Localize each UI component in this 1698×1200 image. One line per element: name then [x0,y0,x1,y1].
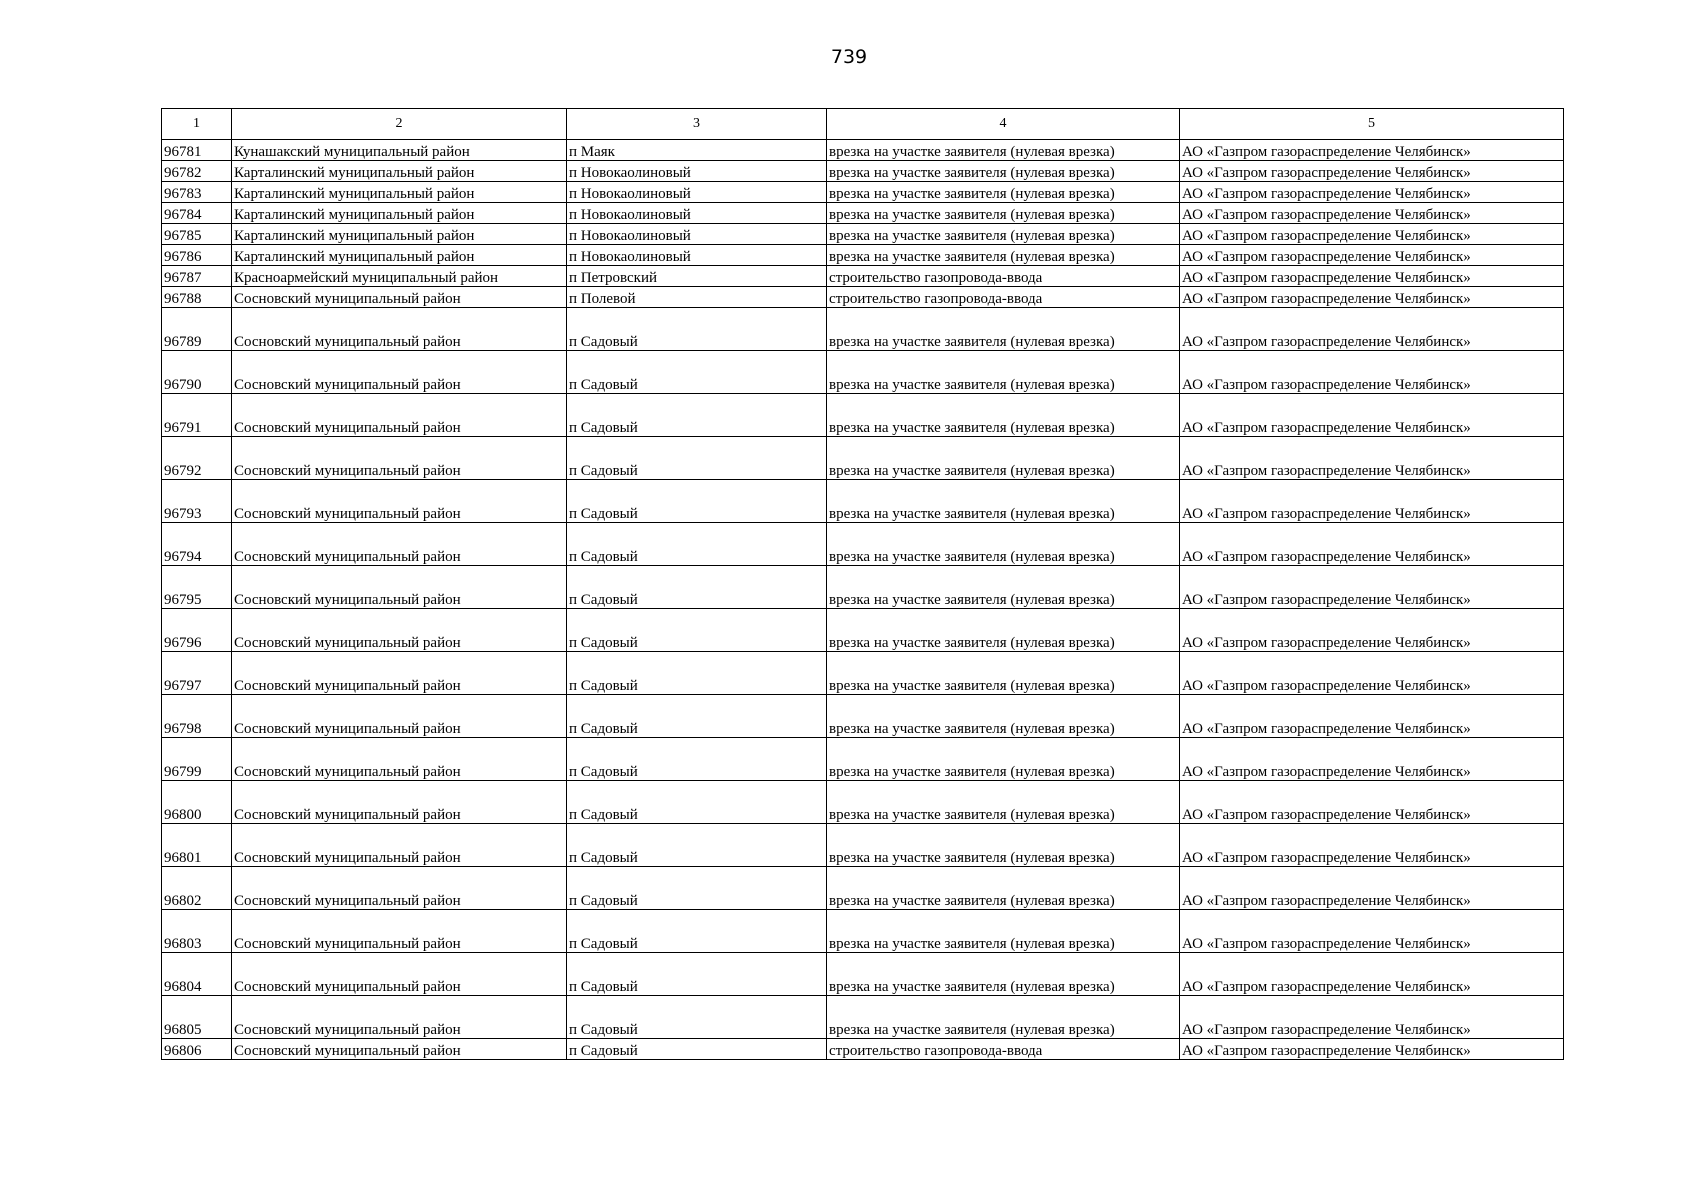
cell-district: Сосновский муниципальный район [232,351,567,394]
cell-settlement: п Садовый [567,609,827,652]
cell-number: 96788 [162,287,232,308]
table-row [162,203,1564,224]
table-row [162,266,1564,287]
cell-number: 96789 [162,308,232,351]
cell-settlement: п Петровский [567,266,827,287]
cell-organization: АО «Газпром газораспределение Челябинск» [1180,953,1564,996]
cell-settlement: п Садовый [567,996,827,1039]
cell-settlement: п Новокаолиновый [567,161,827,182]
cell-organization: АО «Газпром газораспределение Челябинск» [1180,609,1564,652]
cell-organization: АО «Газпром газораспределение Челябинск» [1180,437,1564,480]
cell-organization: АО «Газпром газораспределение Челябинск» [1180,738,1564,781]
cell-organization: АО «Газпром газораспределение Челябинск» [1180,566,1564,609]
cell-district: Сосновский муниципальный район [232,867,567,910]
cell-organization: АО «Газпром газораспределение Челябинск» [1180,652,1564,695]
cell-organization: АО «Газпром газораспределение Челябинск» [1180,1039,1564,1060]
cell-district: Сосновский муниципальный район [232,652,567,695]
table-row [162,996,1564,1039]
cell-settlement: п Садовый [567,738,827,781]
cell-number: 96799 [162,738,232,781]
cell-settlement: п Садовый [567,910,827,953]
cell-number: 96783 [162,182,232,203]
cell-district: Сосновский муниципальный район [232,287,567,308]
cell-work-type: врезка на участке заявителя (нулевая врезка) [827,824,1180,867]
cell-settlement: п Садовый [567,523,827,566]
cell-district: Карталинский муниципальный район [232,203,567,224]
table-row [162,652,1564,695]
cell-district: Сосновский муниципальный район [232,738,567,781]
cell-district: Сосновский муниципальный район [232,695,567,738]
cell-district: Карталинский муниципальный район [232,182,567,203]
cell-work-type: строительство газопровода-ввода [827,1039,1180,1060]
cell-work-type: врезка на участке заявителя (нулевая врезка) [827,566,1180,609]
cell-work-type: врезка на участке заявителя (нулевая врезка) [827,308,1180,351]
cell-settlement: п Садовый [567,566,827,609]
cell-settlement: п Новокаолиновый [567,245,827,266]
cell-district: Сосновский муниципальный район [232,480,567,523]
cell-number: 96796 [162,609,232,652]
cell-work-type: врезка на участке заявителя (нулевая врезка) [827,161,1180,182]
cell-work-type: врезка на участке заявителя (нулевая врезка) [827,140,1180,161]
cell-number: 96782 [162,161,232,182]
cell-settlement: п Садовый [567,351,827,394]
cell-settlement: п Садовый [567,695,827,738]
cell-work-type: врезка на участке заявителя (нулевая врезка) [827,182,1180,203]
header-col-4: 4 [827,109,1180,140]
cell-work-type: врезка на участке заявителя (нулевая врезка) [827,480,1180,523]
cell-organization: АО «Газпром газораспределение Челябинск» [1180,351,1564,394]
cell-number: 96790 [162,351,232,394]
cell-number: 96781 [162,140,232,161]
cell-number: 96787 [162,266,232,287]
table-row [162,738,1564,781]
cell-number: 96797 [162,652,232,695]
cell-number: 96805 [162,996,232,1039]
cell-organization: АО «Газпром газораспределение Челябинск» [1180,203,1564,224]
cell-organization: АО «Газпром газораспределение Челябинск» [1180,996,1564,1039]
cell-work-type: врезка на участке заявителя (нулевая врезка) [827,203,1180,224]
table-row [162,695,1564,738]
cell-work-type: врезка на участке заявителя (нулевая врезка) [827,695,1180,738]
cell-district: Сосновский муниципальный район [232,781,567,824]
cell-settlement: п Садовый [567,781,827,824]
cell-work-type: врезка на участке заявителя (нулевая врезка) [827,523,1180,566]
cell-district: Сосновский муниципальный район [232,566,567,609]
cell-organization: АО «Газпром газораспределение Челябинск» [1180,245,1564,266]
header-col-2: 2 [232,109,567,140]
cell-organization: АО «Газпром газораспределение Челябинск» [1180,266,1564,287]
cell-organization: АО «Газпром газораспределение Челябинск» [1180,394,1564,437]
table-row [162,566,1564,609]
cell-district: Сосновский муниципальный район [232,1039,567,1060]
cell-district: Сосновский муниципальный район [232,996,567,1039]
cell-organization: АО «Газпром газораспределение Челябинск» [1180,824,1564,867]
header-row [162,109,1564,140]
table-row [162,394,1564,437]
cell-number: 96803 [162,910,232,953]
registry-table [161,108,1564,1060]
header-col-1: 1 [162,109,232,140]
table-row [162,824,1564,867]
table-row [162,224,1564,245]
cell-organization: АО «Газпром газораспределение Челябинск» [1180,308,1564,351]
cell-district: Красноармейский муниципальный район [232,266,567,287]
cell-settlement: п Полевой [567,287,827,308]
table-row [162,910,1564,953]
cell-organization: АО «Газпром газораспределение Челябинск» [1180,182,1564,203]
header-col-5: 5 [1180,109,1564,140]
cell-number: 96800 [162,781,232,824]
cell-work-type: строительство газопровода-ввода [827,287,1180,308]
cell-settlement: п Маяк [567,140,827,161]
cell-number: 96804 [162,953,232,996]
cell-work-type: врезка на участке заявителя (нулевая врезка) [827,224,1180,245]
cell-district: Карталинский муниципальный район [232,224,567,245]
cell-organization: АО «Газпром газораспределение Челябинск» [1180,910,1564,953]
cell-work-type: врезка на участке заявителя (нулевая врезка) [827,910,1180,953]
cell-number: 96806 [162,1039,232,1060]
table-row [162,609,1564,652]
cell-work-type: врезка на участке заявителя (нулевая врезка) [827,351,1180,394]
cell-work-type: врезка на участке заявителя (нулевая врезка) [827,609,1180,652]
table-row [162,437,1564,480]
cell-number: 96802 [162,867,232,910]
table-row [162,480,1564,523]
table-body [162,140,1564,1060]
cell-work-type: строительство газопровода-ввода [827,266,1180,287]
table-row [162,308,1564,351]
cell-district: Сосновский муниципальный район [232,523,567,566]
cell-district: Сосновский муниципальный район [232,308,567,351]
table-row [162,781,1564,824]
cell-number: 96786 [162,245,232,266]
cell-work-type: врезка на участке заявителя (нулевая врезка) [827,867,1180,910]
cell-district: Сосновский муниципальный район [232,953,567,996]
cell-organization: АО «Газпром газораспределение Челябинск» [1180,867,1564,910]
cell-district: Сосновский муниципальный район [232,437,567,480]
cell-district: Сосновский муниципальный район [232,609,567,652]
table-row [162,245,1564,266]
cell-organization: АО «Газпром газораспределение Челябинск» [1180,287,1564,308]
cell-work-type: врезка на участке заявителя (нулевая врезка) [827,245,1180,266]
table-row [162,161,1564,182]
cell-work-type: врезка на участке заявителя (нулевая врезка) [827,953,1180,996]
cell-number: 96791 [162,394,232,437]
cell-organization: АО «Газпром газораспределение Челябинск» [1180,480,1564,523]
cell-number: 96792 [162,437,232,480]
cell-number: 96784 [162,203,232,224]
cell-work-type: врезка на участке заявителя (нулевая врезка) [827,394,1180,437]
cell-work-type: врезка на участке заявителя (нулевая врезка) [827,996,1180,1039]
cell-settlement: п Садовый [567,308,827,351]
cell-settlement: п Садовый [567,824,827,867]
table-row [162,953,1564,996]
table-row [162,1039,1564,1060]
cell-organization: АО «Газпром газораспределение Челябинск» [1180,161,1564,182]
cell-number: 96798 [162,695,232,738]
cell-settlement: п Садовый [567,394,827,437]
cell-settlement: п Садовый [567,652,827,695]
cell-district: Сосновский муниципальный район [232,394,567,437]
cell-settlement: п Новокаолиновый [567,203,827,224]
table-row [162,351,1564,394]
cell-number: 96795 [162,566,232,609]
cell-organization: АО «Газпром газораспределение Челябинск» [1180,781,1564,824]
cell-settlement: п Новокаолиновый [567,224,827,245]
cell-district: Карталинский муниципальный район [232,161,567,182]
cell-organization: АО «Газпром газораспределение Челябинск» [1180,695,1564,738]
cell-settlement: п Садовый [567,437,827,480]
cell-district: Сосновский муниципальный район [232,910,567,953]
cell-work-type: врезка на участке заявителя (нулевая врезка) [827,437,1180,480]
cell-number: 96801 [162,824,232,867]
cell-organization: АО «Газпром газораспределение Челябинск» [1180,523,1564,566]
table-row [162,287,1564,308]
table-row [162,867,1564,910]
cell-settlement: п Садовый [567,1039,827,1060]
cell-district: Карталинский муниципальный район [232,245,567,266]
cell-number: 96785 [162,224,232,245]
cell-district: Кунашакский муниципальный район [232,140,567,161]
cell-number: 96793 [162,480,232,523]
cell-work-type: врезка на участке заявителя (нулевая врезка) [827,738,1180,781]
table-row [162,523,1564,566]
cell-settlement: п Садовый [567,867,827,910]
table-row [162,140,1564,161]
cell-settlement: п Садовый [567,953,827,996]
cell-work-type: врезка на участке заявителя (нулевая врезка) [827,781,1180,824]
table-header [162,109,1564,140]
cell-number: 96794 [162,523,232,566]
cell-settlement: п Садовый [567,480,827,523]
cell-organization: АО «Газпром газораспределение Челябинск» [1180,224,1564,245]
table-row [162,182,1564,203]
cell-district: Сосновский муниципальный район [232,824,567,867]
cell-settlement: п Новокаолиновый [567,182,827,203]
page-number: 739 [830,46,868,68]
cell-work-type: врезка на участке заявителя (нулевая врезка) [827,652,1180,695]
header-col-3: 3 [567,109,827,140]
cell-organization: АО «Газпром газораспределение Челябинск» [1180,140,1564,161]
